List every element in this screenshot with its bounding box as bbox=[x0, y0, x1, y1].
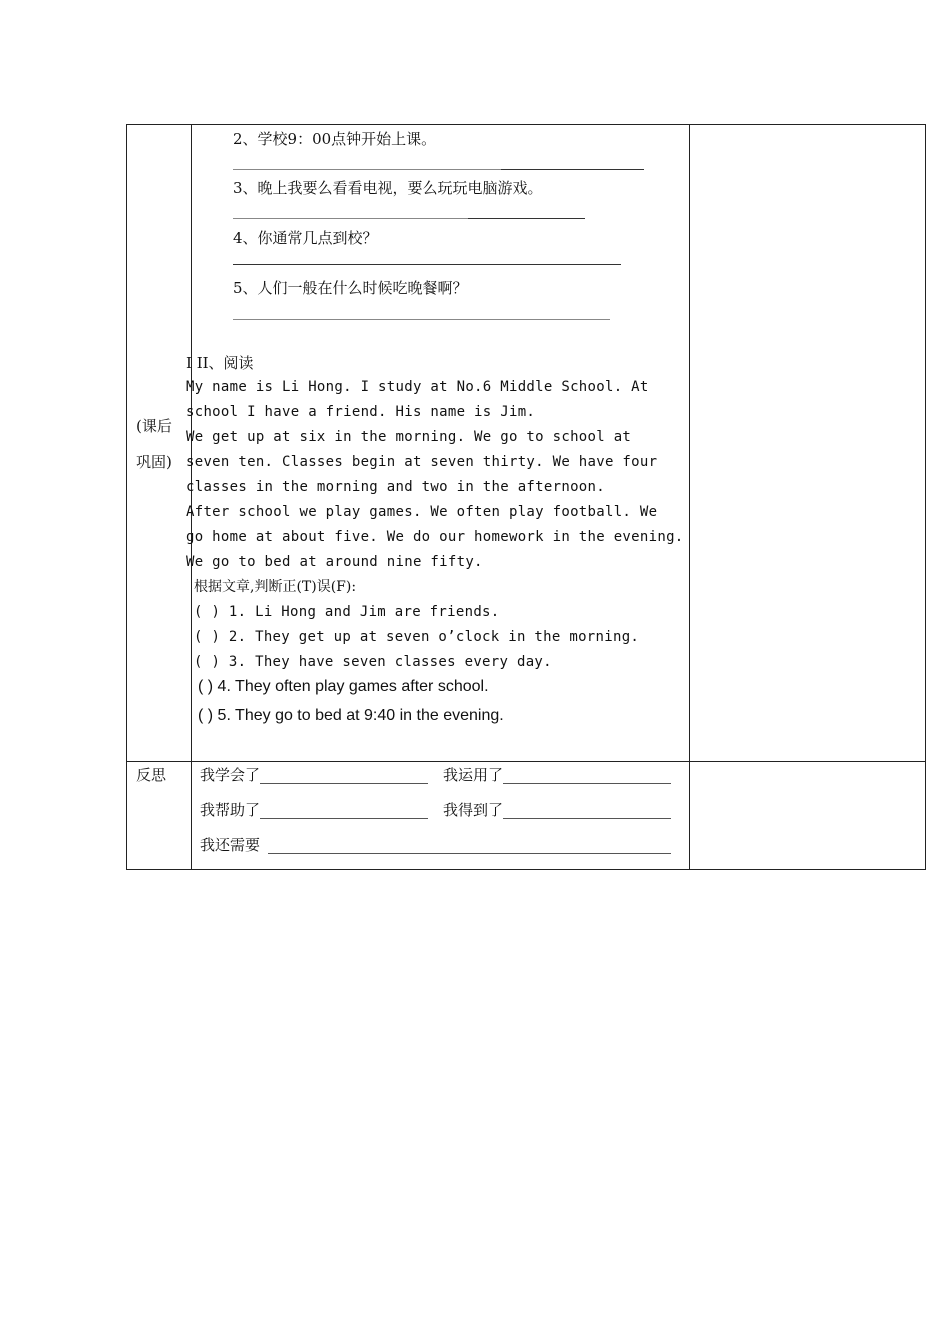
answer-line-2a bbox=[233, 169, 501, 170]
translation-item-3: 3、晚上我要么看看电视，要么玩玩电脑游戏。 bbox=[233, 179, 543, 197]
passage-line: After school we play games. We often play football. We bbox=[186, 504, 658, 520]
translation-item-2: 2、学校9：00点钟开始上课。 bbox=[233, 130, 437, 148]
answer-line-3b bbox=[468, 218, 585, 219]
gained-label: 我得到了 bbox=[443, 801, 504, 819]
section-label: (课后巩固) bbox=[136, 417, 172, 471]
reflection-label: 反思 bbox=[136, 766, 167, 784]
helped-row bbox=[200, 801, 428, 819]
applied-label: 我运用了 bbox=[443, 766, 504, 784]
passage-line: We get up at six in the morning. We go to school at bbox=[186, 429, 632, 445]
answer-line-4 bbox=[233, 264, 621, 265]
passage-line: My name is Li Hong. I study at No.6 Middle School. At bbox=[186, 379, 649, 395]
passage-line: seven ten. Classes begin at seven thirty. We have four bbox=[186, 454, 658, 470]
reading-heading: I II、阅读 bbox=[186, 354, 254, 372]
question-2: ( ) 2. They get up at seven o’clock in the morning. bbox=[194, 629, 640, 645]
answer-line-5 bbox=[233, 319, 610, 320]
answer-line-2b bbox=[501, 169, 644, 170]
applied-row bbox=[443, 766, 671, 784]
applied-field[interactable] bbox=[503, 768, 671, 784]
passage-line: school I have a friend. His name is Jim. bbox=[186, 404, 536, 420]
learned-label: 我学会了 bbox=[200, 766, 261, 784]
instruction: 根据文章,判断正(T)误(F): bbox=[194, 579, 357, 595]
answer-line-3a bbox=[233, 218, 468, 219]
passage-line: We go to bed at around nine fifty. bbox=[186, 554, 483, 570]
question-4: ( ) 4. They often play games after school. bbox=[198, 678, 489, 695]
gained-field[interactable] bbox=[503, 803, 671, 819]
learned-row bbox=[200, 766, 428, 784]
translation-item-5: 5、人们一般在什么时候吃晚餐啊？ bbox=[233, 279, 468, 297]
column-divider-2 bbox=[689, 125, 690, 869]
translation-item-4: 4、你通常几点到校？ bbox=[233, 229, 378, 247]
learned-field[interactable] bbox=[260, 768, 428, 784]
question-1: ( ) 1. Li Hong and Jim are friends. bbox=[194, 604, 500, 620]
need-row bbox=[200, 836, 671, 854]
passage-line: classes in the morning and two in the afternoon. bbox=[186, 479, 605, 495]
column-divider-1 bbox=[191, 125, 192, 869]
gained-row bbox=[443, 801, 671, 819]
passage-line: go home at about five. We do our homework in the evening. bbox=[186, 529, 684, 545]
question-5: ( ) 5. They go to bed at 9:40 in the evening. bbox=[198, 707, 504, 724]
row-divider bbox=[127, 761, 925, 762]
question-3: ( ) 3. They have seven classes every day. bbox=[194, 654, 552, 670]
need-label: 我还需要 bbox=[200, 836, 261, 854]
need-field[interactable] bbox=[268, 838, 671, 854]
helped-label: 我帮助了 bbox=[200, 801, 261, 819]
helped-field[interactable] bbox=[260, 803, 428, 819]
